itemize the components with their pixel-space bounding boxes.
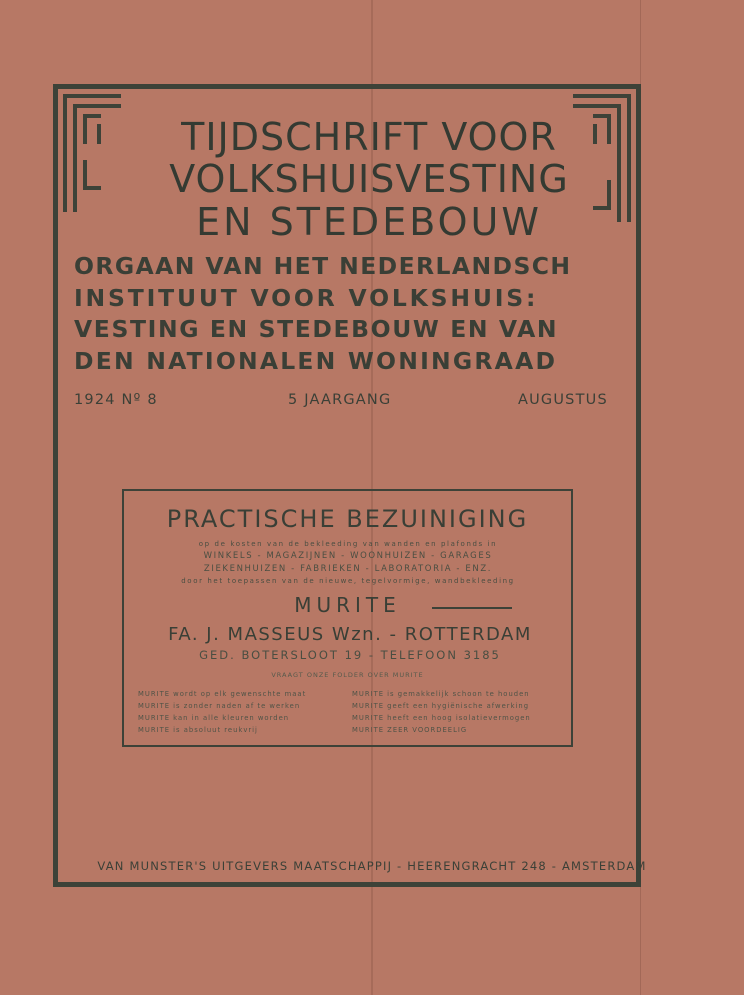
subtitle-line-4: DEN NATIONALEN WONINGRAAD <box>74 347 558 375</box>
issue-volume: 5 JAARGANG <box>288 392 392 408</box>
masthead-line-2: VOLKSHUISVESTING <box>169 157 569 201</box>
ad-left-item: MURITE kan in alle kleuren worden <box>138 714 290 722</box>
ad-intro-line: op de kosten van de bekleeding van wanden en plafonds in <box>198 540 498 548</box>
ad-uses-line-2: ZIEKENHUIZEN - FABRIEKEN - LABORATORIA - ENZ. <box>203 564 493 574</box>
ad-right-item: MURITE geeft een hygiënische afwerking <box>352 702 530 710</box>
subtitle-line-3: VESTING EN STEDEBOUW EN VAN <box>74 315 559 343</box>
ad-right-item: MURITE ZEER VOORDEELIG <box>352 726 468 734</box>
ad-left-item: MURITE is zonder naden af te werken <box>138 702 301 710</box>
ad-left-column <box>138 688 306 736</box>
ad-address: GED. BOTERSLOOT 19 - TELEFOON 3185 <box>199 648 501 662</box>
advertisement-box <box>122 489 573 747</box>
ad-right-column <box>352 688 531 736</box>
ad-firm-name: FA. J. MASSEUS Wzn. - ROTTERDAM <box>168 624 532 645</box>
subtitle-line-2: INSTITUUT VOOR VOLKSHUIS: <box>74 284 539 312</box>
ad-brochure-note: VRAAGT ONZE FOLDER OVER MURITE <box>271 671 424 679</box>
masthead-line-3: EN STEDEBOUW <box>196 200 542 244</box>
ad-right-item: MURITE heeft een hoog isolatievermogen <box>352 714 531 722</box>
ad-method-line: door het toepassen van de nieuwe, tegelvormige, wandbekleeding <box>181 577 515 585</box>
publisher-footer: VAN MUNSTER'S UITGEVERS MAATSCHAPPIJ - HEERENGRACHT 248 - AMSTERDAM <box>97 859 647 873</box>
subtitle-line-1: ORGAAN VAN HET NEDERLANDSCH <box>74 252 572 280</box>
issue-year-number: 1924 Nº 8 <box>74 392 158 408</box>
ad-left-item: MURITE is absoluut reukvrij <box>138 726 258 734</box>
ad-uses-line-1: WINKELS - MAGAZIJNEN - WOONHUIZEN - GARAGES <box>203 551 493 561</box>
ad-right-item: MURITE is gemakkelijk schoon te houden <box>352 690 530 698</box>
ad-product-underline <box>432 607 512 609</box>
issue-month: AUGUSTUS <box>518 392 608 408</box>
masthead-line-1: TIJDSCHRIFT VOOR <box>181 115 557 159</box>
ad-left-item: MURITE wordt op elk gewenschte maat <box>138 690 307 698</box>
ad-product-name: MURITE <box>294 593 401 617</box>
ad-headline: PRACTISCHE BEZUINIGING <box>166 505 529 533</box>
